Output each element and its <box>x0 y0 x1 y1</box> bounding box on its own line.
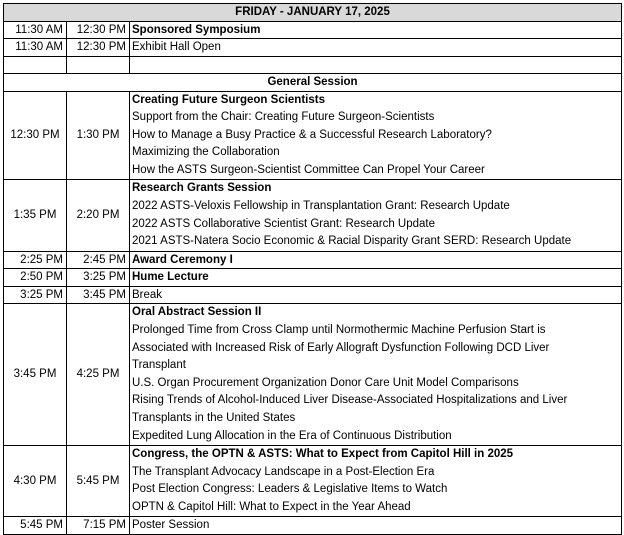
session-title: Research Grants Session <box>132 182 272 195</box>
end-time: 5:45 PM <box>67 446 130 517</box>
table-row <box>4 251 622 269</box>
session-details <box>130 91 622 180</box>
day-header-row <box>4 4 622 22</box>
end-time: 3:25 PM <box>67 269 130 287</box>
session-title: Exhibit Hall Open <box>130 39 622 57</box>
abstract-line: Associated with Increased Risk of Early Allograft Dysfunction Following DCD Liver <box>132 341 550 354</box>
start-time: 11:30 AM <box>4 21 67 39</box>
session-title: Sponsored Symposium <box>130 21 622 39</box>
session-details <box>130 446 622 517</box>
session-item: 2022 ASTS Collaborative Scientist Grant: Research Update <box>132 217 435 230</box>
abstract-line: Rising Trends of Alcohol-Induced Liver Disease-Associated Hospitalizations and Liver <box>132 394 568 407</box>
abstract-line: Transplant <box>132 359 186 372</box>
table-row <box>4 304 622 446</box>
end-time: 4:25 PM <box>67 304 130 446</box>
session-item: How to Manage a Busy Practice & a Successful Research Laboratory? <box>132 128 492 141</box>
schedule-table <box>3 3 622 535</box>
end-time: 2:45 PM <box>67 251 130 269</box>
session-item: Support from the Chair: Creating Future Surgeon-Scientists <box>132 111 435 124</box>
table-row <box>4 286 622 304</box>
session-item: Post Election Congress: Leaders & Legislative Items to Watch <box>132 483 448 496</box>
start-time: 2:50 PM <box>4 269 67 287</box>
table-row <box>4 91 622 180</box>
session-item: 2022 ASTS-Veloxis Fellowship in Transplantation Grant: Research Update <box>132 200 510 213</box>
end-time: 1:30 PM <box>67 91 130 180</box>
session-title: Break <box>130 286 622 304</box>
start-time: 12:30 PM <box>4 91 67 180</box>
day-header: FRIDAY - JANUARY 17, 2025 <box>4 4 622 22</box>
start-time: 4:30 PM <box>4 446 67 517</box>
blank-cell <box>67 56 130 74</box>
session-title: Hume Lecture <box>130 269 622 287</box>
blank-cell <box>130 56 622 74</box>
session-details <box>130 304 622 446</box>
table-row <box>4 39 622 57</box>
end-time: 12:30 PM <box>67 21 130 39</box>
session-item: The Transplant Advocacy Landscape in a Post-Election Era <box>132 465 435 478</box>
session-title: Oral Abstract Session II <box>132 306 262 319</box>
session-item: OPTN & Capitol Hill: What to Expect in the Year Ahead <box>132 500 411 513</box>
start-time: 5:45 PM <box>4 517 67 535</box>
abstract-line: U.S. Organ Procurement Organization Donor Care Unit Model Comparisons <box>132 376 519 389</box>
blank-cell <box>4 56 67 74</box>
abstract-line: Expedited Lung Allocation in the Era of Continuous Distribution <box>132 429 452 442</box>
session-title: Congress, the OPTN & ASTS: What to Expect from Capitol Hill in 2025 <box>132 448 514 461</box>
start-time: 2:25 PM <box>4 251 67 269</box>
session-title: Creating Future Surgeon Scientists <box>132 93 325 106</box>
end-time: 7:15 PM <box>67 517 130 535</box>
table-row <box>4 269 622 287</box>
table-row <box>4 180 622 251</box>
start-time: 3:25 PM <box>4 286 67 304</box>
session-details <box>130 180 622 251</box>
section-header: General Session <box>4 74 622 92</box>
end-time: 3:45 PM <box>67 286 130 304</box>
session-title: Award Ceremony I <box>130 251 622 269</box>
end-time: 12:30 PM <box>67 39 130 57</box>
start-time: 11:30 AM <box>4 39 67 57</box>
start-time: 1:35 PM <box>4 180 67 251</box>
section-header-row <box>4 74 622 92</box>
session-item: How the ASTS Surgeon-Scientist Committee Can Propel Your Career <box>132 163 485 176</box>
session-item: Maximizing the Collaboration <box>132 146 280 159</box>
start-time: 3:45 PM <box>4 304 67 446</box>
session-title: Poster Session <box>130 517 622 535</box>
table-row <box>4 446 622 517</box>
abstract-line: Prolonged Time from Cross Clamp until Normothermic Machine Perfusion Start is <box>132 323 546 336</box>
blank-row <box>4 56 622 74</box>
abstract-line: Transplants in the United States <box>132 411 296 424</box>
table-row <box>4 21 622 39</box>
end-time: 2:20 PM <box>67 180 130 251</box>
session-item: 2021 ASTS-Natera Socio Economic & Racial Disparity Grant SERD: Research Update <box>132 235 572 248</box>
